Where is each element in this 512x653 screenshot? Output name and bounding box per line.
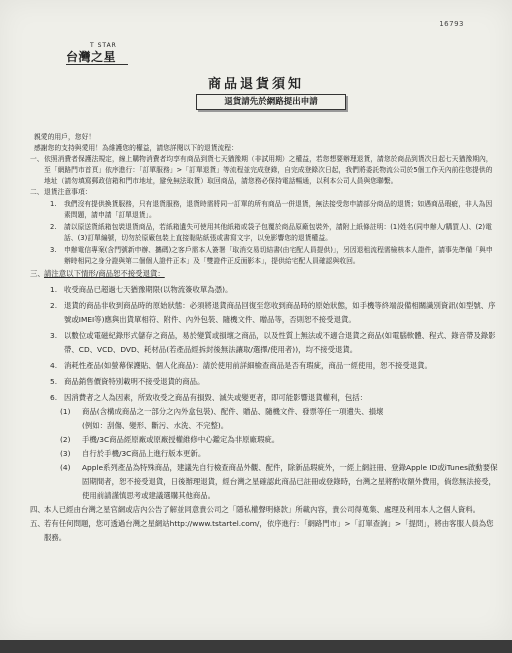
sub-item-text: (例如：刮傷、變形、斷污、水洗、不完整)。 — [82, 421, 229, 430]
sub-item-number: (3) — [60, 449, 71, 458]
list-item — [50, 375, 498, 389]
item-text: 消耗性產品(如螢幕保護貼、個人化商品)：請於使用前詳細檢查商品是否有瑕疵，商品一經使用，恕不接受退貨。 — [64, 361, 432, 370]
sub-item-text: 自行於手機/3C商品上進行版本更新。 — [82, 449, 206, 458]
section-text: 本人已經由台灣之星官網或店內公告了解並同意貴公司之「隱私權聲明條款」所載內容，貴公司得蒐集、處理及利用本人之個人資料。 — [44, 505, 481, 514]
sub-item-number — [60, 419, 82, 433]
section-text: 若有任何問題，您可透過台灣之星網站http://www.tstartel.com/，依序進行：「網路門市」>「訂單查詢」>「提問」，將由客服人員為您服務。 — [44, 519, 494, 542]
sub-item-number: (2) — [60, 435, 71, 444]
section-3 — [30, 267, 498, 503]
section-text: 依照消費者保護法規定，線上購物消費者均享有商品到貨七天猶豫期（非試用期）之權益，若您想要辦理退貨，請您於商品到貨次日起七天猶豫期內，至「網路門市首頁」依序進行：「訂單服務」>「訂單退貨」等流程並完成登錄，自完成登錄次日起，我們將委託物流公司於5個工作天內前往您提供的地址（請勿填寫郵政信箱和門市地址，避免無法取貨）取回商品，請您務必保持電話暢通，以利本公司人員與您聯繫。 — [44, 155, 493, 185]
section-number: 四、 — [30, 505, 45, 514]
section-5 — [30, 517, 498, 545]
sub-item — [50, 461, 498, 503]
logo-underline — [66, 64, 128, 65]
item-number: 3. — [50, 331, 58, 340]
item-text: 商品銷售價資特別載明不接受退貨的商品。 — [64, 377, 205, 386]
item-text: 申辦電信專案(含門號新申辦、攜碼)之客戶需本人簽署「取消交易切結書(由宅配人員提供)」，另因退租流程需檢核本人證件，請事先準備「與申辦時相同之身分證與第二個個人證件正本」及「雙證件正反面影本」，提供給宅配人員確認與收回。 — [64, 246, 493, 265]
section-2 — [30, 187, 498, 267]
section-text: 退貨注意事項： — [44, 188, 92, 196]
section-4 — [30, 503, 498, 517]
logo-text-cn: 台灣之星 — [66, 50, 117, 64]
list-item — [50, 222, 498, 244]
list-item — [50, 391, 498, 405]
item-number: 2. — [50, 223, 57, 231]
item-text: 因消費者之人為因素，所致收受之商品有損毀、滅失或變更者，即可能影響退貨權利，包括： — [64, 393, 368, 402]
section-number: 五、 — [30, 519, 45, 528]
item-number: 3. — [50, 246, 57, 254]
sub-item — [50, 433, 498, 447]
item-number: 4. — [50, 361, 58, 370]
list-item — [50, 329, 498, 357]
sub-item — [50, 447, 498, 461]
item-text: 我們沒有提供換貨服務，只有退貨服務，退貨時需將同一訂單的所有商品一併退貨，無法接受您申請部分商品的退貨；如遇商品瑕疵，非人為因素問題，請申請「訂單退貨」。 — [64, 200, 493, 219]
sub-item-text: 手機/3C商品經原廠或原廠授權維修中心鑑定為非原廠瑕疵。 — [82, 435, 280, 444]
page-title: 商品退貨須知 — [207, 77, 304, 92]
section-number: 三、 — [30, 269, 45, 278]
item-text: 收受商品已超過七天猶豫期限(以物流簽收單為憑)。 — [64, 285, 233, 294]
document-body — [30, 132, 498, 545]
sub-item-number: (4) — [60, 463, 71, 472]
item-text: 請以原送貨紙箱包裝退貨商品，若紙箱遺失可使用其他紙箱或袋子包覆於商品原廠包裝外，請附上紙條註明：(1)姓名(同申辦人/購買人)、(2)電話、(3)訂單編號，切勿於原廠包裝上直接黏貼紙張或書寫文字，以免影響您的退貨權益。 — [64, 223, 492, 242]
sub-item-number: (1) — [60, 407, 71, 416]
item-number: 6. — [50, 393, 58, 402]
item-number: 1. — [50, 200, 57, 208]
list-item — [50, 359, 498, 373]
item-number: 2. — [50, 301, 58, 310]
item-number: 5. — [50, 377, 58, 386]
list-item — [50, 199, 498, 221]
sub-item-text: Apple系列產品為特殊商品，建議先自行檢查商品外觀、配件，除新品瑕疵外，一經上網註冊、登錄Apple ID或iTunes啟動要保固期間者，恕不接受退貨，日後辦理退貨，經台灣之星確認此商品已註冊或登錄時，台灣之星將酌收額外費用，倘您無法接受，使用前請謹慎思考或建議選購其他商品。 — [82, 463, 498, 500]
sub-item-text: 商品(含構成商品之一部分之內外盒包裝)、配件、贈品、隨機文件、發票等任一項遺失、損壞 — [82, 407, 384, 416]
item-text: 以數位或電磁紀錄形式儲存之商品，易於變質或損壞之商品，以及性質上無法或不適合退貨之商品(如電腦軟體、程式、錄音帶及錄影帶、CD、VCD、DVD、耗材品(若產品經拆封後無法讓取/選擇/使用者))，均不接受退貨。 — [64, 331, 496, 354]
item-text: 退貨的商品非收到商品時的原始狀態：必須將退貨商品回復至您收到商品時的原始狀態，如手機等終端設備相關識別資訊(如型號、序號或IMEI等)應與出貨單相符、附件、內外包裝、隨機文件、贈品等，否則恕不接受退貨。 — [64, 301, 496, 324]
section-number: 二、 — [30, 188, 44, 196]
item-number: 1. — [50, 285, 58, 294]
sub-item — [50, 419, 498, 433]
document-number: 16793 — [439, 20, 464, 28]
list-item — [50, 299, 498, 327]
intro: 感謝您的支持與愛用！為維護您的權益，請您詳閱以下的退貨流程： — [34, 144, 238, 152]
tstar-logo — [52, 42, 132, 68]
section-text: 請注意以下情形/商品恕不接受退貨： — [44, 269, 165, 278]
list-item — [50, 245, 498, 267]
list-item — [50, 283, 498, 297]
page-subtitle: 退貨請先於網路提出申請 — [196, 94, 346, 110]
bottom-edge — [0, 640, 512, 653]
section-number: 一、 — [30, 155, 44, 163]
section-1 — [30, 154, 498, 187]
sub-item — [50, 405, 498, 419]
greeting: 親愛的用戶，您好！ — [34, 133, 96, 141]
logo-text-en: T STAR — [90, 42, 117, 49]
